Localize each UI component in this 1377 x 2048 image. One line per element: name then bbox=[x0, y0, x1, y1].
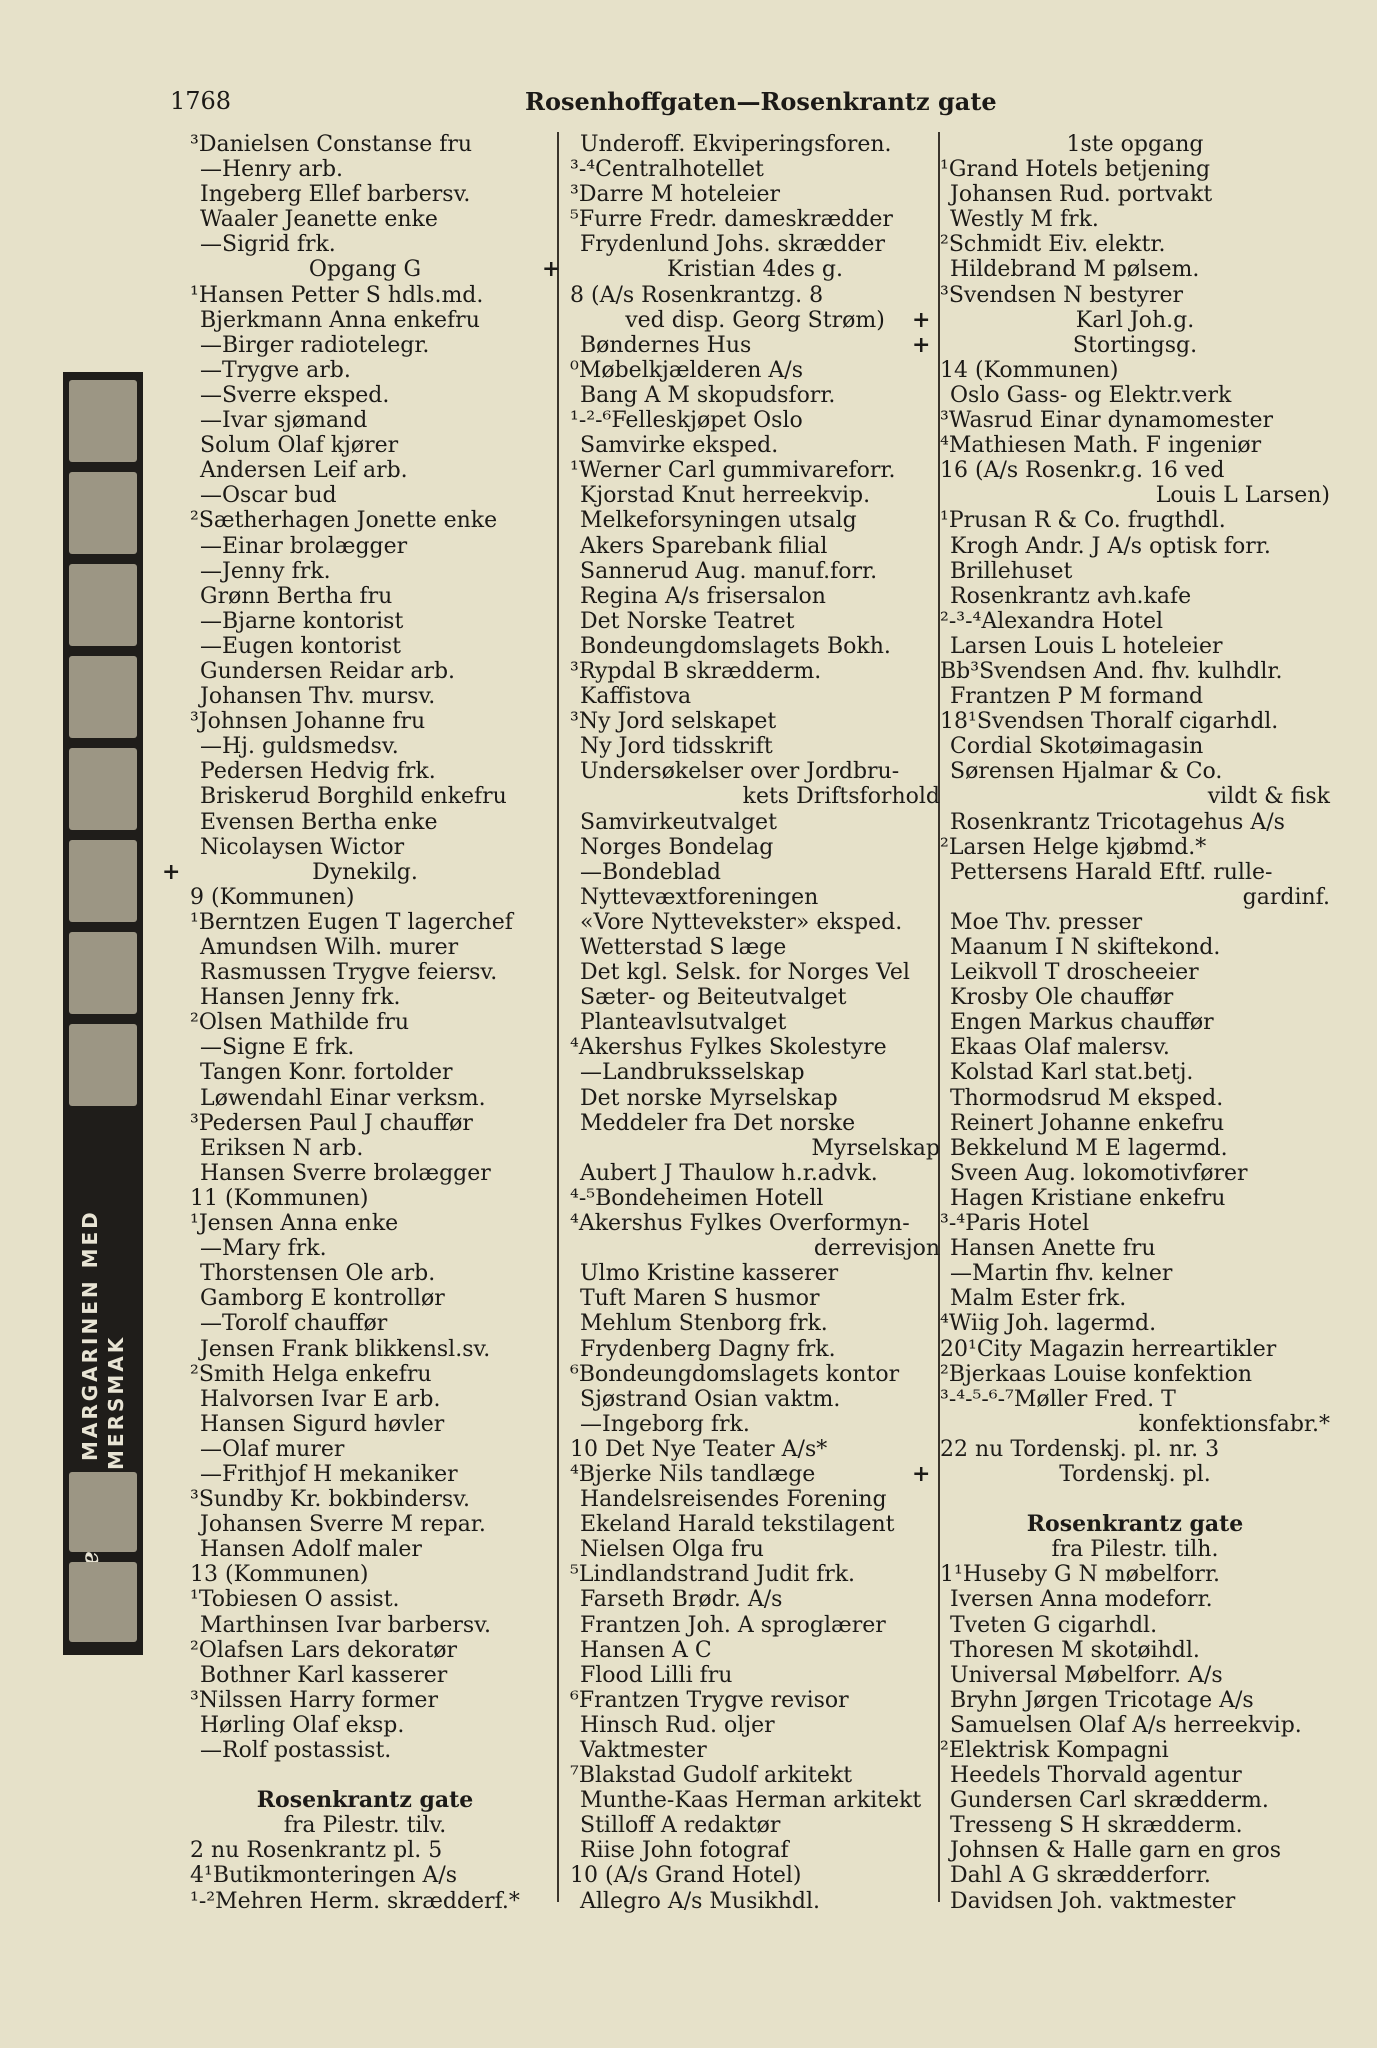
cow-head-icon bbox=[69, 932, 137, 1014]
cross-street-name: Karl Joh.g. bbox=[1075, 307, 1195, 333]
list-item: Bang A M skopudsforr. bbox=[580, 382, 836, 408]
list-item: Halvorsen Ivar E arb. bbox=[200, 1386, 441, 1412]
list-item: Thoresen M skotøihdl. bbox=[950, 1637, 1200, 1663]
list-item: ¹Prusan R & Co. frugthdl. bbox=[940, 508, 1226, 534]
list-item: Hansen Adolf maler bbox=[200, 1537, 422, 1563]
list-item: ⁰Møbelkjælderen A/s bbox=[570, 357, 803, 383]
list-item: Riise John fotograf bbox=[580, 1838, 789, 1864]
cross-street-name: Tordenskj. pl. bbox=[1059, 1461, 1211, 1487]
list-item: Planteavlsutvalget bbox=[580, 1010, 787, 1036]
list-item: —Frithjof H mekaniker bbox=[200, 1461, 458, 1487]
list-item: —Sverre eksped. bbox=[200, 382, 390, 408]
cross-icon: + bbox=[542, 256, 561, 283]
list-item: —Martin fhv. kelner bbox=[950, 1261, 1173, 1287]
list-item: ³Rypdal B skrædderm. bbox=[570, 658, 822, 684]
list-item: —Birger radiotelegr. bbox=[200, 332, 430, 358]
list-item: ³Wasrud Einar dynamomester bbox=[940, 408, 1274, 434]
list-item: Vaktmester bbox=[580, 1738, 707, 1763]
cross-street bbox=[162, 858, 540, 885]
list-item: Hansen Anette fru bbox=[950, 1236, 1156, 1262]
list-item: ¹Tobiesen O assist. bbox=[190, 1587, 400, 1613]
section-label: Opgang G bbox=[308, 257, 422, 283]
list-item: Ekaas Olaf malersv. bbox=[950, 1035, 1170, 1061]
list-item: Det norske Myrselskap bbox=[580, 1085, 838, 1111]
cow-head-icon bbox=[69, 1472, 137, 1552]
house-number: 14 (Kommunen) bbox=[940, 357, 1119, 383]
list-item: Hansen A C bbox=[580, 1637, 712, 1663]
list-item: ²Sætherhagen Jonette enke bbox=[190, 508, 498, 534]
list-item: Kaffistova bbox=[580, 684, 692, 710]
list-item: Grønn Bertha fru bbox=[200, 583, 393, 609]
house-number: 1¹Huseby G N møbelforr. bbox=[940, 1562, 1221, 1588]
house-number: 18¹Svendsen Thoralf cigarhdl. bbox=[940, 709, 1279, 735]
list-item: Reinert Johanne enkefru bbox=[950, 1110, 1225, 1136]
list-item: —Sigrid frk. bbox=[200, 232, 336, 258]
list-item: ¹Jensen Anna enke bbox=[190, 1211, 399, 1237]
list-item: ³-⁴Paris Hotel bbox=[940, 1211, 1090, 1237]
cross-street bbox=[912, 331, 1330, 358]
list-item: Hildebrand M pølsem. bbox=[950, 257, 1200, 283]
list-item: Samvirke eksped. bbox=[580, 433, 779, 459]
list-item: Myrselskap bbox=[811, 1135, 940, 1161]
cow-head-icon bbox=[69, 1562, 137, 1642]
list-item: Ekeland Harald tekstilagent bbox=[580, 1512, 895, 1538]
list-item: Bondeungdomslagets Bokh. bbox=[580, 633, 891, 659]
list-item: Jensen Frank blikkensl.sv. bbox=[200, 1336, 491, 1362]
cross-icon: + bbox=[912, 306, 931, 333]
list-item: Rasmussen Trygve feiersv. bbox=[200, 960, 498, 986]
list-item: Undersøkelser over Jordbru- bbox=[580, 759, 900, 785]
cross-icon: + bbox=[912, 1460, 931, 1487]
house-number: 2 nu Rosenkrantz pl. 5 bbox=[190, 1838, 443, 1864]
list-item: Nyttevæxtforeningen bbox=[580, 884, 819, 910]
list-item: Gundersen Carl skrædderm. bbox=[950, 1788, 1269, 1814]
street-subheading: fra Pilestr. tilh. bbox=[1051, 1537, 1219, 1563]
list-item: Munthe-Kaas Herman arkitekt bbox=[580, 1788, 922, 1814]
list-item: —Mary frk. bbox=[200, 1236, 327, 1262]
list-item: Moe Thv. presser bbox=[950, 909, 1143, 935]
list-item: derrevisjon bbox=[813, 1236, 940, 1262]
list-item: vildt & fisk bbox=[1207, 784, 1330, 810]
list-item: Samuelsen Olaf A/s herreekvip. bbox=[950, 1712, 1302, 1738]
list-item: —Rolf postassist. bbox=[200, 1738, 392, 1763]
list-item: —Ingeborg frk. bbox=[580, 1411, 750, 1437]
list-item: gardinf. bbox=[1242, 884, 1330, 910]
list-item: Maanum I N skiftekond. bbox=[950, 935, 1221, 960]
list-item: Malm Ester frk. bbox=[950, 1286, 1127, 1312]
directory-column-2 bbox=[542, 132, 940, 1914]
house-number: 10 (A/s Grand Hotel) bbox=[570, 1863, 802, 1889]
list-item: ⁵Lindlandstrand Judit frk. bbox=[570, 1562, 856, 1588]
house-number: 20¹City Magazin herreartikler bbox=[940, 1336, 1277, 1362]
list-item: ³Svendsen N bestyrer bbox=[940, 282, 1184, 308]
house-number: 8 (A/s Rosenkrantzg. 8 bbox=[570, 282, 824, 308]
list-item: Thormodsrud M eksped. bbox=[950, 1085, 1224, 1111]
list-item: Samvirkeutvalget bbox=[580, 809, 777, 835]
list-item: Sjøstrand Osian vaktm. bbox=[580, 1386, 841, 1412]
list-item: ⁶Frantzen Trygve revisor bbox=[570, 1687, 849, 1713]
street-subheading: fra Pilestr. tilv. bbox=[283, 1813, 447, 1839]
list-item: Eriksen N arb. bbox=[200, 1135, 364, 1161]
list-item: Tveten G cigarhdl. bbox=[950, 1612, 1158, 1638]
list-item: —Landbruksselskap bbox=[580, 1060, 805, 1086]
list-item: Akers Sparebank filial bbox=[580, 533, 828, 559]
list-item: Løwendahl Einar verksm. bbox=[200, 1085, 486, 1111]
house-number: 22 nu Tordenskj. pl. nr. 3 bbox=[940, 1436, 1220, 1462]
list-item: Allegro A/s Musikhdl. bbox=[580, 1888, 821, 1914]
list-item: Johansen Rud. portvakt bbox=[950, 182, 1213, 208]
list-item: Tresseng S H skrædderm. bbox=[950, 1813, 1243, 1839]
cross-icon: + bbox=[162, 858, 181, 885]
list-item: Hansen Jenny frk. bbox=[200, 985, 401, 1011]
list-item: ¹Berntzen Eugen T lagerchef bbox=[190, 909, 513, 935]
cross-street-name: Dynekilg. bbox=[312, 859, 418, 885]
list-item: Hansen Sigurd høvler bbox=[200, 1411, 445, 1437]
list-item: Marthinsen Ivar barbersv. bbox=[200, 1612, 492, 1638]
list-item: Frydenlund Johs. skrædder bbox=[580, 232, 885, 258]
list-item: 4¹Butikmonteringen A/s bbox=[190, 1863, 458, 1889]
page-number: 1768 bbox=[170, 87, 232, 115]
list-item: Sannerud Aug. manuf.forr. bbox=[580, 558, 878, 584]
list-item: Kolstad Karl stat.betj. bbox=[950, 1060, 1194, 1086]
list-item: —Bjarne kontorist bbox=[200, 608, 404, 634]
list-item: ²Olafsen Lars dekoratør bbox=[190, 1637, 458, 1663]
list-item: Sveen Aug. lokomotivfører bbox=[950, 1160, 1248, 1186]
list-item: ³-⁴Centralhotellet bbox=[570, 157, 764, 183]
list-item: ³Danielsen Constanse fru bbox=[190, 132, 473, 157]
list-item: Nielsen Olga fru bbox=[580, 1537, 764, 1563]
list-item: Bjerkmann Anna enkefru bbox=[200, 307, 480, 333]
cow-head-icon bbox=[69, 840, 137, 922]
list-item: Meddeler fra Det norske bbox=[580, 1110, 856, 1136]
list-item: Johansen Sverre M repar. bbox=[200, 1512, 486, 1538]
spacer bbox=[190, 1763, 540, 1788]
directory-column-3 bbox=[912, 132, 1330, 1914]
list-item: Flood Lilli fru bbox=[580, 1662, 733, 1688]
list-item: Bryhn Jørgen Tricotage A/s bbox=[950, 1687, 1254, 1713]
list-item: Andersen Leif arb. bbox=[200, 458, 408, 484]
list-item: Frantzen Joh. A sproglærer bbox=[580, 1612, 886, 1638]
list-item: Johnsen & Halle garn en gros bbox=[950, 1838, 1282, 1864]
list-item: Rosenkrantz avh.kafe bbox=[950, 583, 1192, 609]
list-item: konfektionsfabr.* bbox=[1138, 1411, 1330, 1437]
list-item: ³Nilssen Harry former bbox=[190, 1687, 438, 1713]
column-divider bbox=[557, 132, 559, 1902]
list-item: —Eugen kontorist bbox=[200, 633, 402, 659]
list-item: ²Elektrisk Kompagni bbox=[940, 1738, 1169, 1763]
list-item: «Vore Nyttevekster» eksped. bbox=[580, 909, 903, 935]
margarine-advertisement bbox=[63, 372, 143, 1655]
list-item: ⁴-⁵Bondeheimen Hotell bbox=[570, 1185, 824, 1211]
cross-icon: + bbox=[912, 331, 931, 358]
cross-street bbox=[912, 306, 1330, 333]
list-item: Engen Markus chauffør bbox=[950, 1010, 1214, 1036]
list-item: Universal Møbelforr. A/s bbox=[950, 1662, 1223, 1688]
list-item: ²Olsen Mathilde fru bbox=[190, 1010, 410, 1036]
list-item: ⁴Wiig Joh. lagermd. bbox=[940, 1311, 1157, 1337]
list-item: Amundsen Wilh. murer bbox=[200, 935, 459, 960]
list-item: ¹-²-⁶Felleskjøpet Oslo bbox=[570, 408, 803, 434]
list-item: Tuft Maren S husmor bbox=[580, 1286, 820, 1312]
list-item: —Henry arb. bbox=[200, 157, 344, 183]
list-item: —Olaf murer bbox=[200, 1436, 345, 1462]
list-item: Krosby Ole chauffør bbox=[950, 985, 1174, 1011]
list-item: kets Driftsforhold bbox=[742, 784, 940, 810]
house-number: 16 (A/s Rosenkr.g. 16 ved bbox=[940, 458, 1225, 484]
list-item: Evensen Bertha enke bbox=[200, 809, 438, 835]
cow-head-icon bbox=[69, 472, 137, 554]
list-item: ¹Werner Carl gummivareforr. bbox=[570, 458, 896, 484]
list-item: ⁵Furre Fredr. dameskrædder bbox=[570, 207, 893, 233]
list-item: Gundersen Reidar arb. bbox=[200, 658, 456, 684]
list-item: Bb³Svendsen And. fhv. kulhdlr. bbox=[940, 658, 1283, 684]
list-item: Pedersen Hedvig frk. bbox=[200, 759, 436, 785]
list-item: Larsen Louis L hoteleier bbox=[950, 633, 1223, 659]
list-item: Hinsch Rud. oljer bbox=[580, 1712, 775, 1738]
list-item: Solum Olaf kjører bbox=[200, 433, 399, 459]
cross-street bbox=[542, 256, 940, 283]
list-item: Thorstensen Ole arb. bbox=[200, 1261, 436, 1287]
list-item: ³Pedersen Paul J chauffør bbox=[190, 1110, 473, 1136]
list-item: Underoff. Ekviperingsforen. bbox=[580, 132, 892, 157]
cow-head-icon bbox=[69, 748, 137, 830]
list-item: —Jenny frk. bbox=[200, 558, 331, 584]
list-item: Sørensen Hjalmar & Co. bbox=[950, 759, 1223, 785]
list-item: Bøndernes Hus bbox=[580, 332, 752, 358]
list-item: ³Johnsen Johanne fru bbox=[190, 709, 426, 735]
list-item: —Oscar bud bbox=[200, 483, 337, 509]
cross-street-name: Stortingsg. bbox=[1072, 332, 1198, 358]
street-heading: Rosenkrantz gate bbox=[1026, 1511, 1244, 1538]
list-item: —Torolf chauffør bbox=[200, 1311, 388, 1337]
cow-head-icon bbox=[69, 564, 137, 646]
list-item: —Bondeblad bbox=[580, 859, 722, 885]
list-item: ²-³-⁴Alexandra Hotel bbox=[940, 608, 1163, 634]
cross-street bbox=[912, 1460, 1330, 1487]
list-item: —Signe E frk. bbox=[200, 1035, 355, 1061]
list-item: ⁴Bjerke Nils tandlæge bbox=[570, 1461, 816, 1487]
cow-head-icon bbox=[69, 380, 137, 462]
list-item: —Einar brolægger bbox=[200, 533, 408, 559]
cow-head-icon bbox=[69, 1024, 137, 1106]
list-item: Bekkelund M E lagermd. bbox=[950, 1135, 1228, 1161]
list-item: Briskerud Borghild enkefru bbox=[200, 784, 507, 810]
list-item: Wetterstad S læge bbox=[580, 935, 787, 960]
list-item: ²Smith Helga enkefru bbox=[190, 1361, 432, 1387]
list-item: Pettersens Harald Eftf. rulle- bbox=[950, 859, 1273, 885]
list-item: Dahl A G skrædderforr. bbox=[950, 1863, 1211, 1889]
list-item: Stilloff A redaktør bbox=[580, 1813, 781, 1839]
cow-head-icon bbox=[69, 656, 137, 738]
list-item: Johansen Thv. mursv. bbox=[200, 684, 436, 710]
list-item: Farseth Brødr. A/s bbox=[580, 1587, 783, 1613]
list-item: Norges Bondelag bbox=[580, 834, 774, 860]
list-item: Brillehuset bbox=[950, 558, 1073, 584]
list-item: Westly M frk. bbox=[950, 207, 1099, 233]
list-item: Det Norske Teatret bbox=[580, 608, 795, 634]
list-item: Regina A/s frisersalon bbox=[580, 583, 826, 609]
list-item: Waaler Jeanette enke bbox=[200, 207, 438, 233]
list-item: ⁴Mathiesen Math. F ingeniør bbox=[940, 433, 1262, 459]
list-item: Handelsreisendes Forening bbox=[580, 1487, 887, 1513]
list-item: Hansen Sverre brolægger bbox=[200, 1160, 491, 1186]
list-item: —Hj. guldsmedsv. bbox=[200, 734, 399, 760]
list-item: Sæter- og Beiteutvalget bbox=[580, 985, 847, 1011]
street-heading: Rosenkrantz gate bbox=[256, 1787, 474, 1814]
list-item: ⁶Bondeungdomslagets kontor bbox=[570, 1361, 900, 1387]
list-item: Tangen Konr. fortolder bbox=[200, 1060, 453, 1086]
house-number: 10 Det Nye Teater A/s* bbox=[570, 1436, 828, 1462]
list-item: ¹-²Mehren Herm. skrædderf.* bbox=[190, 1888, 520, 1914]
list-item: Kjorstad Knut herreekvip. bbox=[580, 483, 871, 509]
list-item: Iversen Anna modeforr. bbox=[950, 1587, 1213, 1613]
list-item: —Trygve arb. bbox=[200, 357, 351, 383]
list-item: ⁷Blakstad Gudolf arkitekt bbox=[570, 1763, 853, 1789]
list-item: Gamborg E kontrollør bbox=[200, 1286, 445, 1312]
list-item: Det kgl. Selsk. for Norges Vel bbox=[580, 960, 910, 986]
ad-tagline: MARGARINEN MED MERSMAK bbox=[78, 1209, 128, 1470]
list-item: Leikvoll T droscheeier bbox=[950, 960, 1199, 986]
list-item: ⁴Akershus Fylkes Overformyn- bbox=[570, 1211, 910, 1237]
house-number: 9 (Kommunen) bbox=[190, 884, 355, 910]
list-item: ³-⁴-⁵-⁶-⁷Møller Fred. T bbox=[940, 1386, 1176, 1412]
list-item: Heedels Thorvald agentur bbox=[950, 1763, 1242, 1789]
list-item: ¹Grand Hotels betjening bbox=[940, 157, 1211, 183]
list-item: Ulmo Kristine kasserer bbox=[580, 1261, 839, 1287]
list-item: Rosenkrantz Tricotagehus A/s bbox=[950, 809, 1285, 835]
list-item: Oslo Gass- og Elektr.verk bbox=[950, 382, 1232, 408]
spacer bbox=[940, 1487, 1330, 1512]
list-item: Aubert J Thaulow h.r.advk. bbox=[580, 1160, 878, 1186]
list-item: Hørling Olaf eksp. bbox=[200, 1712, 405, 1738]
list-item: ²Schmidt Eiv. elektr. bbox=[940, 232, 1166, 258]
list-item: Davidsen Joh. vaktmester bbox=[950, 1888, 1236, 1914]
list-item: ²Bjerkaas Louise konfektion bbox=[940, 1361, 1253, 1387]
list-item: Melkeforsyningen utsalg bbox=[580, 508, 857, 534]
cross-street-name: Kristian 4des g. bbox=[667, 257, 843, 283]
list-item: —Ivar sjømand bbox=[200, 408, 368, 434]
page-title: Rosenhoffgaten—Rosenkrantz gate bbox=[525, 87, 997, 116]
list-item: Krogh Andr. J A/s optisk forr. bbox=[950, 533, 1271, 559]
list-item: Mehlum Stenborg frk. bbox=[580, 1311, 828, 1337]
list-item: Nicolaysen Wictor bbox=[200, 834, 405, 860]
list-item: Hagen Kristiane enkefru bbox=[950, 1185, 1226, 1211]
list-item: ²Larsen Helge kjøbmd.* bbox=[940, 834, 1207, 860]
list-item: ¹Hansen Petter S hdls.md. bbox=[190, 282, 484, 308]
list-item: Louis L Larsen) bbox=[1155, 483, 1330, 509]
list-item: Ingeberg Ellef barbersv. bbox=[200, 182, 471, 208]
house-number: 11 (Kommunen) bbox=[190, 1185, 369, 1211]
list-item: Cordial Skotøimagasin bbox=[950, 734, 1204, 760]
list-item: ved disp. Georg Strøm) bbox=[625, 307, 885, 333]
list-item: Bothner Karl kasserer bbox=[200, 1662, 448, 1688]
list-item: Frantzen P M formand bbox=[950, 684, 1204, 710]
directory-column-1 bbox=[162, 132, 540, 1914]
list-item: ³Sundby Kr. bokbindersv. bbox=[190, 1487, 471, 1513]
list-item: ⁴Akershus Fylkes Skolestyre bbox=[570, 1035, 887, 1061]
list-item: Frydenberg Dagny frk. bbox=[580, 1336, 836, 1362]
list-item: ³Darre M hoteleier bbox=[570, 182, 781, 208]
section-label: 1ste opgang bbox=[1066, 132, 1204, 157]
list-item: Ny Jord tidsskrift bbox=[580, 734, 773, 760]
list-item: ³Ny Jord selskapet bbox=[570, 709, 777, 735]
house-number: 13 (Kommunen) bbox=[190, 1562, 369, 1588]
